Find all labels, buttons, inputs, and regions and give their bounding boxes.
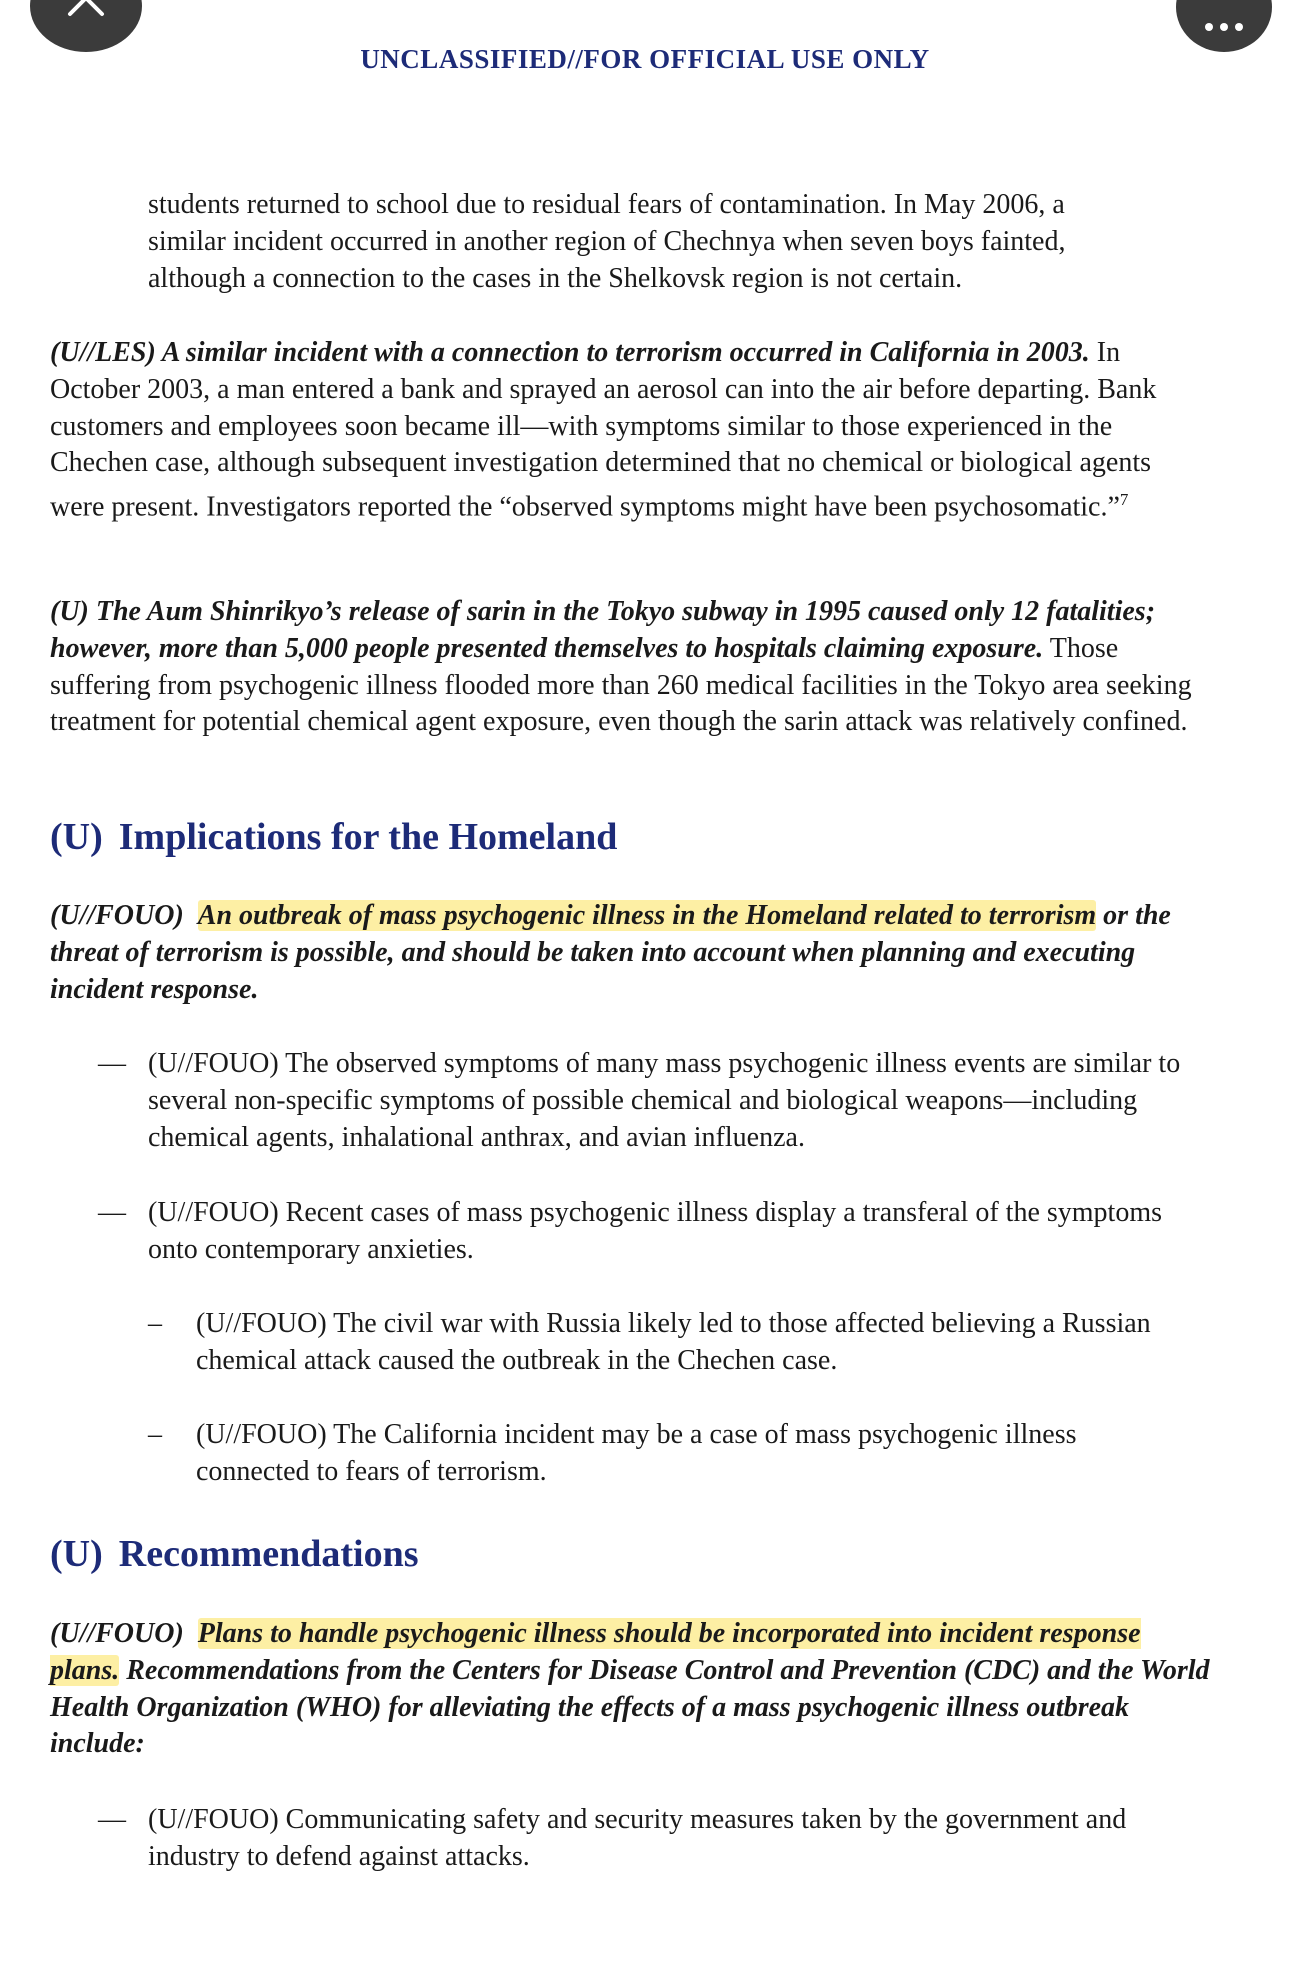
intro-paragraph <box>148 187 1248 297</box>
footnote-marker: 7 <box>1119 490 1129 510</box>
subbullet-dash: – <box>148 1419 162 1450</box>
implications-bullet-1: (U//FOUO) The observed symptoms of many mass psychogenic illness events are similar to several non-specific symptoms of possible chemical and biological weapons—including chemical agents, inhalational anthrax, and avian influenza. <box>148 1048 1181 1153</box>
recommendations-marker: (U//FOUO) <box>50 1618 184 1649</box>
bullet-dash: — <box>98 1804 126 1835</box>
recommendations-highlighted-text: Plans to handle psychogenic illness should be incorporated into incident response plans. <box>50 1618 1141 1686</box>
more-dots-icon <box>1199 17 1249 37</box>
tokyo-lead: (U) The Aum Shinrikyo’s release of sarin in the Tokyo subway in 1995 caused only 12 fatalities; however, more than 5,000 people presented themselves to hospitals claiming exposure. <box>50 596 1156 664</box>
california-body: In October 2003, a man entered a bank and sprayed an aerosol can into the air before departing. Bank customers and employees soon became ill—with symptoms similar to those experienced in the Chechen case, although subsequent investigation determined that no chemical or biological agents were present. Investigators reported the “observed symptoms might have been psychosomatic.” <box>50 337 1157 523</box>
implications-subbullet-2: (U//FOUO) The California incident may be a case of mass psychogenic illness connected to fears of terrorism. <box>196 1419 1077 1487</box>
california-paragraph <box>50 335 1210 526</box>
intro-line-2: similar incident occurred in another region of Chechnya when seven boys fainted, <box>148 225 1066 257</box>
implications-lead-rest: or the threat of terrorism is possible, and should be taken into account when planning and executing incident response. <box>50 900 1171 1005</box>
implications-heading-tag: (U) <box>50 816 103 858</box>
implications-heading-text: Implications for the Homeland <box>118 816 618 858</box>
recommendations-heading-text: Recommendations <box>118 1533 419 1575</box>
tokyo-paragraph <box>50 594 1210 741</box>
subbullet-dash: – <box>148 1308 162 1339</box>
implications-highlighted-text: An outbreak of mass psychogenic illness in the Homeland related to terrorism <box>197 900 1097 931</box>
recommendations-bullet-1: (U//FOUO) Communicating safety and security measures taken by the government and industry to defend against attacks. <box>148 1804 1127 1872</box>
bullet-dash: — <box>98 1048 126 1079</box>
intro-line-1: students returned to school due to residual fears of contamination. In May 2006, a <box>148 189 1065 220</box>
california-lead: (U//LES) A similar incident with a connection to terrorism occurred in California in 2003. <box>50 337 1090 368</box>
bullet-dash: — <box>98 1197 126 1228</box>
intro-line-3: although a connection to the cases in the Shelkovsk region is not certain. <box>148 262 963 294</box>
implications-subbullet-1: (U//FOUO) The civil war with Russia likely led to those affected believing a Russian chemical attack caused the outbreak in the Chechen case. <box>196 1308 1151 1376</box>
implications-marker: (U//FOUO) <box>50 900 184 931</box>
recommendations-heading-tag: (U) <box>50 1533 103 1575</box>
tokyo-body: Those suffering from psychogenic illness flooded more than 260 medical facilities in the Tokyo area seeking treatment for potential chemical agent exposure, even though the sarin attack was relatively confined. <box>50 632 1192 738</box>
implications-lead-paragraph <box>50 898 1210 1008</box>
implications-bullet-2: (U//FOUO) Recent cases of mass psychogenic illness display a transferal of the symptoms onto contemporary anxieties. <box>148 1197 1163 1265</box>
implications-heading <box>50 815 617 859</box>
classification-banner: UNCLASSIFIED//FOR OFFICIAL USE ONLY <box>360 44 930 74</box>
recommendations-lead-paragraph <box>50 1616 1210 1763</box>
recommendations-lead-rest: Recommendations from the Centers for Disease Control and Prevention (CDC) and the World Health Organization (WHO) for alleviating the effects of a mass psychogenic illness outbreak include: <box>50 1654 1210 1760</box>
close-icon <box>64 0 108 28</box>
recommendations-heading <box>50 1532 419 1576</box>
